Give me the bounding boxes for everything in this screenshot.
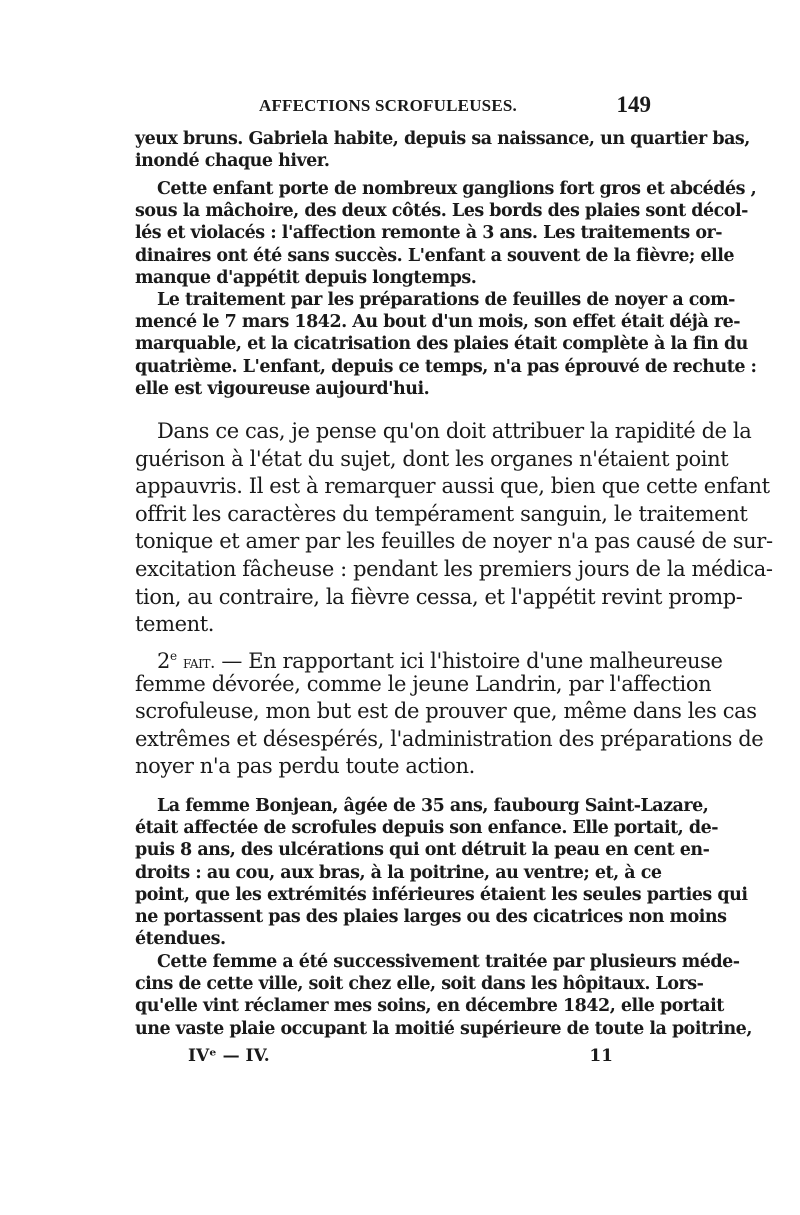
- text-line: femme dévorée, comme le jeune Landrin, par l'affection: [135, 671, 712, 696]
- text-line: Dans ce cas, je pense qu'on doit attribuer la rapidité de la: [157, 419, 752, 443]
- text-line: elle est vigoureuse aujourd'hui.: [135, 378, 430, 399]
- signature-sheet-number: 11: [589, 1046, 613, 1066]
- signature-volume: IVᵉ — IV.: [188, 1046, 270, 1066]
- text-line: ne portassent pas des plaies larges ou des cicatrices non moins: [135, 906, 727, 927]
- fait-superscript: e: [169, 649, 177, 663]
- text-line: yeux bruns. Gabriela habite, depuis sa naissance, un quartier bas,: [135, 129, 750, 149]
- paragraph-1: [135, 128, 750, 172]
- text-line: tion, au contraire, la fièvre cessa, et l'appétit revint promp-: [135, 584, 743, 609]
- text-line: scrofuleuse, mon but est de prouver que, même dans les cas: [135, 699, 757, 724]
- paragraph-4: [135, 418, 773, 639]
- text-line: Cette enfant porte de nombreux ganglions fort gros et abcédés ,: [157, 179, 757, 199]
- text-line: cins de cette ville, soit chez elle, soit dans les hôpitaux. Lors-: [135, 974, 704, 995]
- text-line: sous la mâchoire, des deux côtés. Les bords des plaies sont décol-: [135, 201, 748, 222]
- text-line: offrit les caractères du tempérament sanguin, le traitement: [135, 501, 748, 526]
- text-line: étendues.: [135, 929, 226, 950]
- text-line: quatrième. L'enfant, depuis ce temps, n'a pas éprouvé de rechute :: [135, 356, 757, 377]
- running-title: AFFECTIONS SCROFULEUSES.: [259, 96, 517, 115]
- text-line: extrêmes et désespérés, l'administration des préparations de: [135, 726, 764, 751]
- printer-signature: [188, 1046, 613, 1070]
- text-line: dinaires ont été sans succès. L'enfant a souvent de la fièvre; elle: [135, 245, 734, 266]
- paragraph-3: [135, 289, 757, 400]
- text-line: inondé chaque hiver.: [135, 151, 330, 172]
- text-line: tement.: [135, 612, 215, 637]
- text-line: guérison à l'état du sujet, dont les organes n'étaient point: [135, 446, 729, 471]
- text-line: manque d'appétit depuis longtemps.: [135, 267, 477, 288]
- text-line: tonique et amer par les feuilles de noyer n'a pas causé de sur-: [135, 529, 773, 554]
- text-line: puis 8 ans, des ulcérations qui ont détruit la peau en cent en-: [135, 840, 710, 861]
- text-line: était affectée de scrofules depuis son enfance. Elle portait, de-: [135, 818, 718, 839]
- running-head: [135, 92, 655, 124]
- fait-number: 2: [157, 649, 170, 673]
- paragraph-5: [135, 643, 764, 781]
- fait-heading-line: [135, 643, 723, 673]
- text-line: mencé le 7 mars 1842. Au bout d'un mois, son effet était déjà re-: [135, 312, 740, 333]
- page-number: 149: [616, 92, 651, 117]
- text-line: noyer n'a pas perdu toute action.: [135, 754, 475, 779]
- text-line: droits : au cou, aux bras, à la poitrine, au ventre; et, à ce: [135, 862, 662, 883]
- text-line: qu'elle vint réclamer mes soins, en décembre 1842, elle portait: [135, 996, 724, 1017]
- text-line: marquable, et la cicatrisation des plaies était complète à la fin du: [135, 334, 748, 355]
- text-line: La femme Bonjean, âgée de 35 ans, faubourg Saint-Lazare,: [157, 796, 709, 816]
- paragraph-7: [135, 951, 752, 1040]
- text-line: une vaste plaie occupant la moitié supérieure de toute la poitrine,: [135, 1018, 752, 1039]
- text-line: point, que les extrémités inférieures étaient les seules parties qui: [135, 884, 748, 905]
- text-line: appauvris. Il est à remarquer aussi que, bien que cette enfant: [135, 474, 770, 499]
- fait-label: fait.: [182, 653, 216, 673]
- paragraph-2: [135, 178, 757, 289]
- paragraph-6: [135, 795, 748, 950]
- text-line: excitation fâcheuse : pendant les premiers jours de la médica-: [135, 556, 773, 581]
- text-line: Le traitement par les préparations de feuilles de noyer a com-: [157, 290, 735, 310]
- text-line: lés et violacés : l'affection remonte à 3 ans. Les traitements or-: [135, 223, 723, 244]
- text-line: Cette femme a été successivement traitée par plusieurs méde-: [157, 952, 740, 972]
- fait-first-line-text: — En rapportant ici l'histoire d'une malheureuse: [215, 649, 723, 673]
